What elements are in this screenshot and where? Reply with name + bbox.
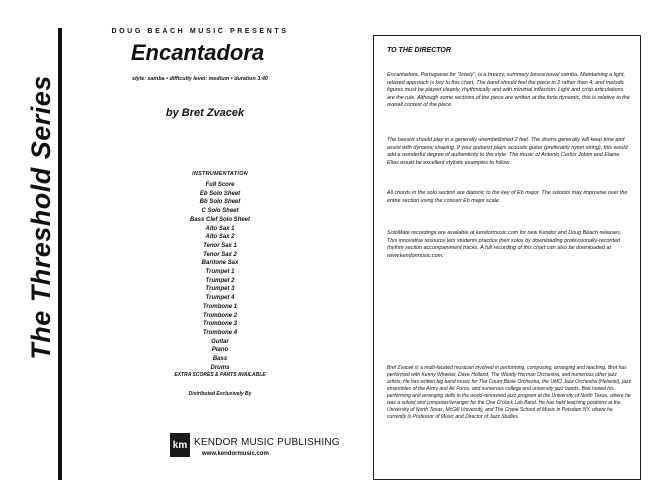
instrument-part: Bb Solo Sheet [199, 199, 241, 206]
instrument-part: Trumpet 4 [205, 295, 235, 302]
kendor-logo: km [170, 433, 190, 457]
piece-title: Encantadora [130, 40, 265, 65]
instrumentation-list [140, 181, 300, 372]
director-notes-panel [373, 35, 641, 480]
publisher-name: KENDOR MUSIC PUBLISHING [194, 437, 340, 448]
instrumentation-heading: INSTRUMENTATION [192, 171, 248, 177]
instrument-part: Trombone 2 [202, 312, 238, 319]
director-paragraph: Encantadora, Portuguese for "lovely", is a breezy, summery bossa nova/ samba. Maintaining a light, relaxed approach is key to this chart. The band should feel the piece in 2 rather than 4, and melodic figures must be played cleanly, rhythmically and with minimal inflection. Light and crisp articulations are the rule. Although some sections of the piece are written at the forte dynamic, this is relative to the overall context of the piece. [387, 72, 630, 109]
instrument-part: Bass [212, 356, 228, 363]
instrument-part: Trumpet 1 [205, 269, 235, 276]
style-line: style: samba • difficulty level: medium • duration 3:40 [131, 76, 269, 82]
composer: by Bret Zvacek [165, 107, 245, 119]
series-title [6, 25, 76, 410]
director-paragraph: All chords in the solo section are diatonic to the key of Eb major. The soloists may improvise over the entire section using the concert Eb major scale. [387, 190, 628, 204]
publisher-line: DOUG BEACH MUSIC PRESENTS [111, 28, 289, 35]
director-paragraph: The bassist should play in a generally unembellished 2 feel. The drums generally will keep time and assist with dynamic shaping. If your guitarist plays acoustic guitar (preferably nylon string), this would add a wonderful degree of authenticity to the style. The music of Antonio Carlos Jobim and Elaine Elias would be excellent stylistic examples to follow. [387, 137, 628, 166]
composer-bio: Bret Zvacek is a multi-faceted musician involved in performing, composing, arranging and teaching. Bret has performed with Kenny Wheeler, Dave Holland, The Woody Herman Orchestra, and numerous other jazz artists. He has written big band music for The Count Basie Orchestra, the UMO Jazz Orchestra (Helsinki), jazz ensembles of the Army and Air Force, and numerous college and university jazz bands. Bret honed his performing and arranging skills in the world-renowned jazz program at the University of North Texas, where he was a soloist and composer/arranger for the One O'clock Lab Band. He has held teaching positions at the University of North Texas, McGill University, and The Crane School of Music in Potsdam NY, where he currently is Professor of Music and Director of Jazz Studies. [387, 365, 631, 420]
instrument-part: Drums [210, 364, 230, 371]
director-heading: TO THE DIRECTOR [387, 47, 451, 54]
extra-parts-note: EXTRA SCORES & PARTS AVAILABLE [174, 372, 266, 378]
instrument-part: Alto Sax 2 [205, 234, 235, 241]
instrument-part: Trombone 3 [202, 321, 238, 328]
instrument-part: Tenor Sax 2 [203, 251, 237, 258]
distributed-by-note: Distributed Exclusively By [188, 391, 252, 397]
instrument-part: Guitar [211, 338, 229, 345]
instrument-part: C Solo Sheet [201, 208, 239, 215]
instrument-part: Full Score [205, 182, 235, 188]
instrument-part: Alto Sax 1 [205, 225, 235, 232]
instrument-part: Trombone 1 [202, 303, 238, 310]
instrument-part: Baritone Sax [201, 260, 239, 267]
instrument-part: Bass Clef Solo Sheet [189, 216, 251, 223]
instrument-part: Piano [211, 347, 229, 354]
director-paragraph: SoloMate recordings are available at kendormusic.com for new Kendor and Doug Beach releases. This innovative resource lets students practice their solos by downloading professionally-recorded rhythm section accompaniment tracks. A full recording of this chart can also be downloaded at www.kendormusic.com. [387, 230, 622, 259]
instrument-part: Trumpet 2 [205, 277, 235, 284]
series-divider [58, 28, 62, 480]
instrument-part: Trumpet 3 [205, 286, 235, 293]
instrument-part: Trombone 4 [202, 329, 238, 336]
series-title-text: The Threshold Series [25, 75, 56, 360]
instrument-part: Tenor Sax 1 [203, 242, 237, 249]
publisher-url: www.kendormusic.com [202, 451, 269, 457]
instrument-part: Eb Solo Sheet [199, 190, 241, 197]
